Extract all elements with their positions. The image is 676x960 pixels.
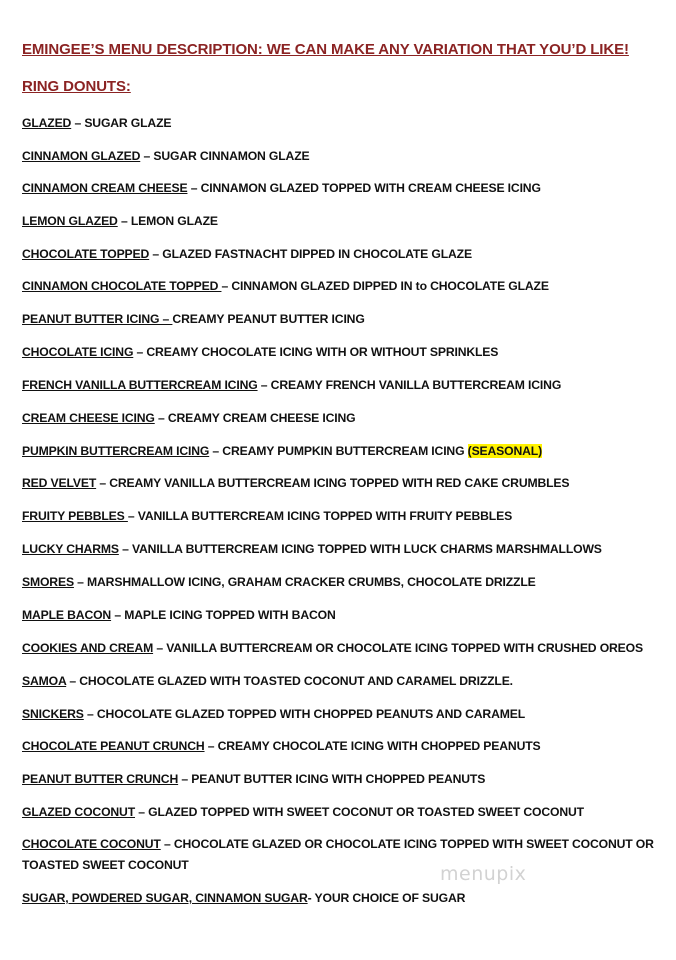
item-separator: – — [66, 674, 80, 688]
item-description: MAPLE ICING TOPPED WITH BACON — [124, 608, 336, 622]
item-description: CREAMY PUMPKIN BUTTERCREAM ICING — [222, 444, 468, 458]
item-name: CHOCOLATE PEANUT CRUNCH — [22, 739, 205, 753]
item-separator: – — [140, 149, 154, 163]
item-separator: – — [187, 181, 201, 195]
menu-item — [22, 342, 662, 363]
item-description: VANILLA BUTTERCREAM OR CHOCOLATE ICING TOPPED WITH CRUSHED OREOS — [166, 641, 643, 655]
item-separator: – — [118, 542, 132, 556]
item-name: PUMPKIN BUTTERCREAM ICING — [22, 444, 210, 458]
item-name: CINNAMON GLAZED — [22, 149, 141, 163]
item-name: CHOCOLATE TOPPED — [22, 247, 150, 261]
seasonal-badge: (SEASONAL) — [467, 444, 542, 458]
item-description: CREAMY CHOCOLATE ICING WITH CHOPPED PEANUTS — [217, 739, 541, 753]
item-description: YOUR CHOICE OF SUGAR — [314, 891, 466, 905]
item-name: SNICKERS — [22, 707, 84, 721]
item-description: CREAMY CHOCOLATE ICING WITH OR WITHOUT SPRINKLES — [146, 345, 499, 359]
item-separator: - — [307, 891, 315, 905]
item-description: SUGAR CINNAMON GLAZE — [153, 149, 310, 163]
item-description: SUGAR GLAZE — [84, 116, 172, 130]
item-name: CREAM CHEESE ICING — [22, 411, 155, 425]
item-description: CINNAMON GLAZED TOPPED WITH CREAM CHEESE ICING — [200, 181, 541, 195]
menu-item — [22, 113, 662, 134]
item-name: PEANUT BUTTER ICING – — [22, 312, 173, 326]
menu-item — [22, 539, 662, 560]
item-separator: – — [96, 476, 110, 490]
item-description: CHOCOLATE GLAZED TOPPED WITH CHOPPED PEANUTS AND CARAMEL — [96, 707, 525, 721]
menu-item — [22, 375, 662, 396]
menu-item — [22, 506, 662, 527]
menu-item — [22, 834, 662, 876]
menu-item — [22, 736, 662, 757]
item-name: CHOCOLATE COCONUT — [22, 837, 161, 851]
section-title: RING DONUTS: — [22, 78, 131, 95]
menu-item — [22, 769, 662, 790]
menu-item — [22, 671, 662, 692]
menu-item — [22, 888, 662, 909]
item-separator: – — [204, 739, 218, 753]
item-name: LEMON GLAZED — [22, 214, 118, 228]
item-separator: – — [117, 214, 131, 228]
item-description: GLAZED TOPPED WITH SWEET COCONUT OR TOASTED SWEET COCONUT — [148, 805, 584, 819]
item-name: GLAZED COCONUT — [22, 805, 135, 819]
item-separator: – — [178, 772, 192, 786]
menu-item — [22, 276, 662, 297]
item-description: LEMON GLAZE — [130, 214, 218, 228]
item-separator: – — [83, 707, 97, 721]
item-separator: – — [149, 247, 163, 261]
menu-item — [22, 408, 662, 429]
menu-item — [22, 638, 662, 659]
item-name: CINNAMON CHOCOLATE TOPPED — [22, 279, 222, 293]
item-description: CREAMY PEANUT BUTTER ICING — [172, 312, 365, 326]
item-description: CREAMY FRENCH VANILLA BUTTERCREAM ICING — [270, 378, 562, 392]
item-separator: – — [71, 116, 85, 130]
item-separator: – — [73, 575, 88, 589]
menu-item — [22, 178, 662, 199]
menu-item — [22, 605, 662, 626]
page-title: EMINGEE’S MENU DESCRIPTION: WE CAN MAKE ANY VARIATION THAT YOU’D LIKE! — [22, 41, 629, 58]
menu-item — [22, 473, 662, 494]
menu-item — [22, 309, 662, 330]
item-name: SAMOA — [22, 674, 67, 688]
item-name: GLAZED — [22, 116, 72, 130]
menupix-watermark: menupix — [440, 863, 527, 885]
item-description: CHOCOLATE GLAZED OR CHOCOLATE ICING TOPPED WITH SWEET COCONUT OR TOASTED SWEET COCONUT — [22, 837, 654, 872]
menu-item — [22, 572, 662, 593]
item-name: PEANUT BUTTER CRUNCH — [22, 772, 179, 786]
item-separator: – — [209, 444, 223, 458]
item-separator: – — [257, 378, 271, 392]
item-description: CINNAMON GLAZED DIPPED IN to CHOCOLATE GLAZE — [231, 279, 549, 293]
item-name: RED VELVET — [22, 476, 97, 490]
item-name: SMORES — [22, 575, 74, 589]
item-description: VANILLA BUTTERCREAM ICING TOPPED WITH LUCK CHARMS MARSHMALLOWS — [131, 542, 602, 556]
item-description: PEANUT BUTTER ICING WITH CHOPPED PEANUTS — [191, 772, 486, 786]
item-separator: – — [127, 509, 138, 523]
item-separator: – — [135, 805, 149, 819]
item-name: CINNAMON CREAM CHEESE — [22, 181, 188, 195]
item-name: SUGAR, POWDERED SUGAR, CINNAMON SUGAR — [22, 891, 308, 905]
menu-item — [22, 441, 662, 462]
item-separator: – — [154, 411, 168, 425]
item-description: GLAZED FASTNACHT DIPPED IN CHOCOLATE GLAZE — [162, 247, 472, 261]
item-description: CREAMY CREAM CHEESE ICING — [167, 411, 356, 425]
item-separator: – — [153, 641, 167, 655]
item-name: CHOCOLATE ICING — [22, 345, 134, 359]
item-separator: – — [221, 279, 232, 293]
item-name: FRENCH VANILLA BUTTERCREAM ICING — [22, 378, 258, 392]
menu-item — [22, 211, 662, 232]
menu-item — [22, 244, 662, 265]
menu-item — [22, 704, 662, 725]
item-separator: – — [111, 608, 125, 622]
item-description: CHOCOLATE GLAZED WITH TOASTED COCONUT AND CARAMEL DRIZZLE. — [79, 674, 513, 688]
item-separator: – — [133, 345, 147, 359]
menu-item — [22, 146, 662, 167]
item-name: LUCKY CHARMS — [22, 542, 119, 556]
item-name: COOKIES AND CREAM — [22, 641, 154, 655]
item-name: FRUITY PEBBLES — [22, 509, 128, 523]
item-description: CREAMY VANILLA BUTTERCREAM ICING TOPPED WITH RED CAKE CRUMBLES — [109, 476, 570, 490]
item-name: MAPLE BACON — [22, 608, 112, 622]
item-separator: – — [160, 837, 174, 851]
menu-item — [22, 802, 662, 823]
item-description: VANILLA BUTTERCREAM ICING TOPPED WITH FRUITY PEBBLES — [137, 509, 513, 523]
item-description: MARSHMALLOW ICING, GRAHAM CRACKER CRUMBS, CHOCOLATE DRIZZLE — [87, 575, 536, 589]
